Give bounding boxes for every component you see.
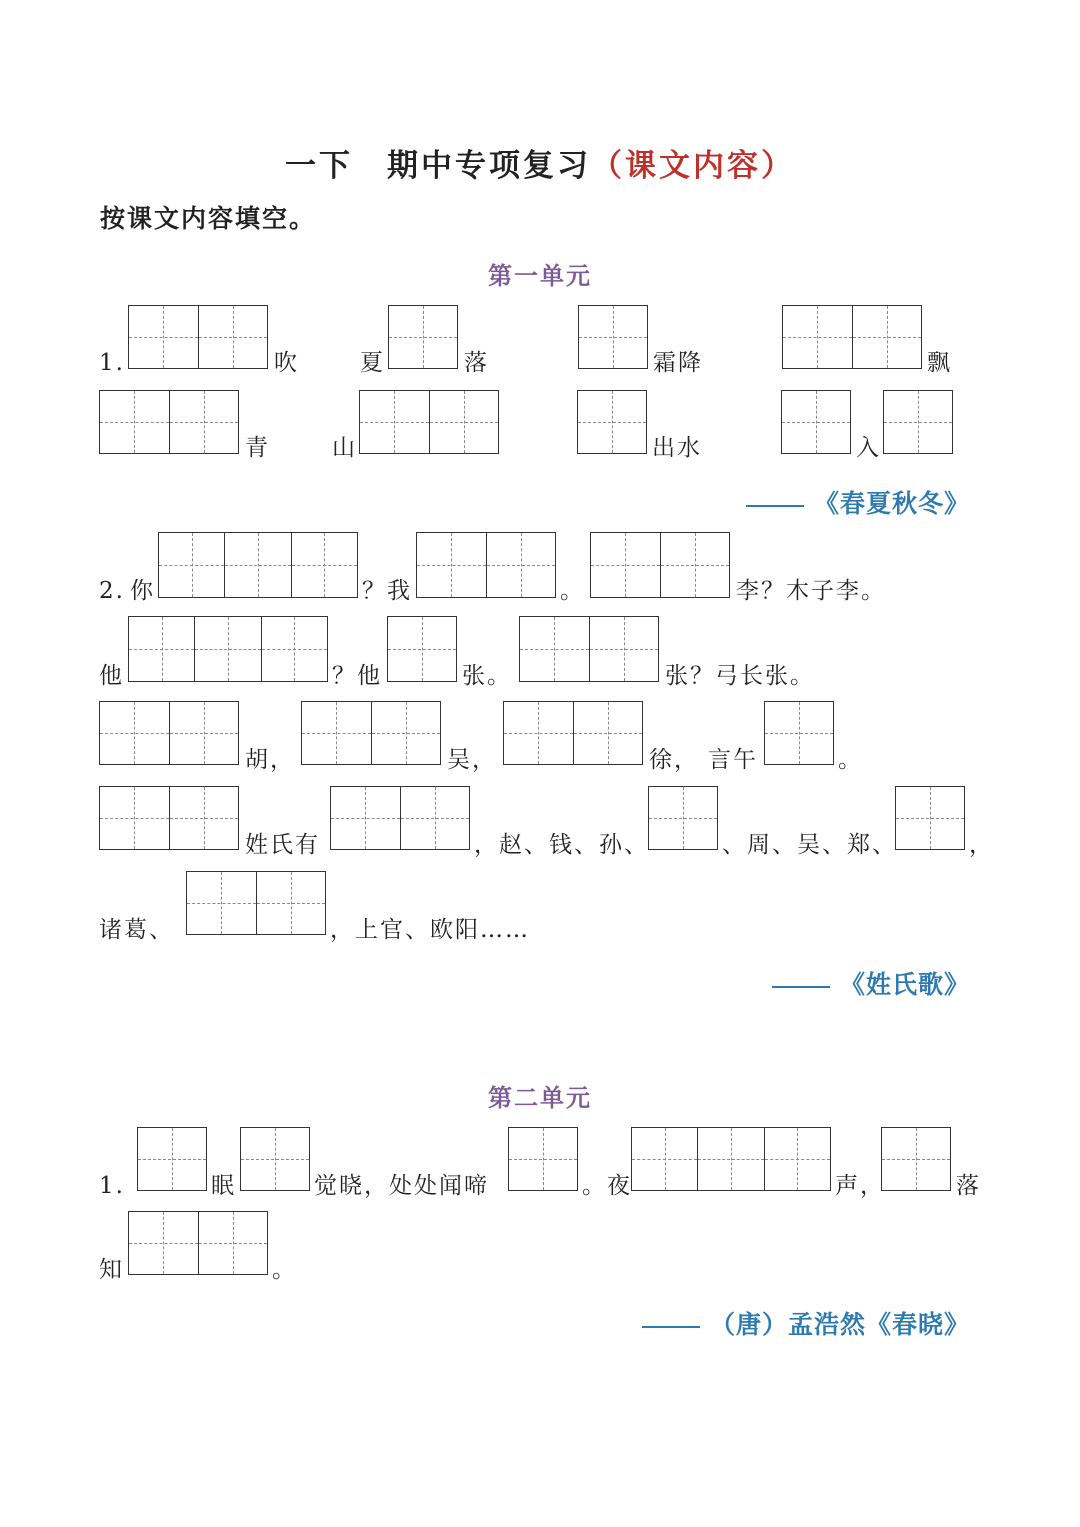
text-fragment: ？他 (332, 663, 382, 689)
source-citation (772, 965, 970, 1001)
answer-box[interactable] (359, 390, 499, 454)
page-title (0, 140, 1080, 185)
text-fragment: 张。 (462, 663, 512, 689)
text-fragment: 山 (332, 435, 357, 461)
title-accent: （课文内容） (591, 148, 795, 184)
text-fragment: 言午 (708, 747, 758, 773)
u2-q1-num: 1. (99, 1173, 125, 1199)
text-fragment: 。 (272, 1257, 297, 1283)
answer-box[interactable] (577, 390, 647, 454)
answer-box[interactable] (240, 1127, 310, 1191)
text-fragment: ？我 (362, 578, 412, 604)
answer-box[interactable] (503, 701, 643, 765)
text-fragment: 眠 (211, 1173, 236, 1199)
source-title: 《春夏秋冬》 (813, 489, 970, 518)
answer-box[interactable] (99, 390, 239, 454)
answer-box[interactable] (782, 305, 922, 369)
answer-box[interactable] (508, 1127, 578, 1191)
answer-box[interactable] (330, 786, 470, 850)
text-fragment: 飘 (927, 350, 952, 376)
text-fragment: 。夜 (582, 1173, 632, 1199)
answer-box[interactable] (186, 871, 326, 935)
answer-box[interactable] (781, 390, 851, 454)
text-fragment: 张？弓长张。 (665, 663, 815, 689)
answer-box[interactable] (128, 616, 328, 682)
answer-box[interactable] (590, 532, 730, 598)
answer-box[interactable] (388, 305, 458, 369)
answer-box[interactable] (387, 616, 457, 682)
text-fragment: 李？木子李。 (736, 578, 886, 604)
text-fragment: ， (969, 832, 994, 858)
text-fragment: 姓氏有 (245, 832, 320, 858)
text-fragment: 入 (856, 435, 881, 461)
answer-box[interactable] (883, 390, 953, 454)
answer-box[interactable] (895, 786, 965, 850)
text-fragment: 。 (838, 747, 863, 773)
answer-box[interactable] (416, 532, 556, 598)
text-fragment: 、周、吴、郑、 (722, 832, 897, 858)
answer-box[interactable] (128, 305, 268, 369)
text-fragment: 。 (560, 578, 585, 604)
answer-box[interactable] (137, 1127, 207, 1191)
u1-q1-num: 1. (99, 350, 125, 376)
answer-box[interactable] (519, 616, 659, 682)
text-fragment: 霜降 (653, 350, 703, 376)
text-fragment: 觉晓，处处闻啼 (314, 1173, 489, 1199)
answer-box[interactable] (578, 305, 648, 369)
answer-box[interactable] (128, 1211, 268, 1275)
text-fragment: ，上官、欧阳…… (330, 917, 530, 943)
u1-q2-num: 2. (99, 578, 125, 604)
text-fragment: 落 (464, 350, 489, 376)
title-main: 一下 期中专项复习 (285, 148, 591, 184)
answer-box[interactable] (764, 701, 834, 765)
answer-box[interactable] (301, 701, 441, 765)
text-fragment: 声， (835, 1173, 885, 1199)
unit1-heading: 第一单元 (488, 261, 592, 290)
text-fragment: 胡， (245, 747, 295, 773)
unit2-heading: 第二单元 (488, 1083, 592, 1112)
answer-box[interactable] (881, 1127, 951, 1191)
text-fragment: 知 (99, 1257, 124, 1283)
answer-box[interactable] (648, 786, 718, 850)
instruction: 按课文内容填空。 (100, 204, 317, 233)
text-fragment: 吹 (274, 350, 299, 376)
answer-box[interactable] (158, 532, 358, 598)
source-citation (642, 1305, 970, 1341)
text-fragment: 夏 (360, 350, 385, 376)
answer-box[interactable] (99, 786, 239, 850)
text-fragment: 他 (99, 663, 124, 689)
source-title: 《姓氏歌》 (839, 970, 970, 999)
text-fragment: ，赵、钱、孙、 (474, 832, 649, 858)
text-fragment: 诸葛、 (99, 917, 174, 943)
source-title: （唐）孟浩然《春晓》 (709, 1310, 970, 1339)
text-fragment: 落 (956, 1173, 981, 1199)
text-fragment: 青 (245, 435, 270, 461)
text-fragment: 徐， (649, 747, 699, 773)
answer-box[interactable] (631, 1127, 831, 1191)
text-fragment: 出水 (652, 435, 702, 461)
text-fragment: 吴， (447, 747, 497, 773)
source-citation (746, 484, 970, 520)
text-fragment: 你 (130, 578, 155, 604)
answer-box[interactable] (99, 701, 239, 765)
